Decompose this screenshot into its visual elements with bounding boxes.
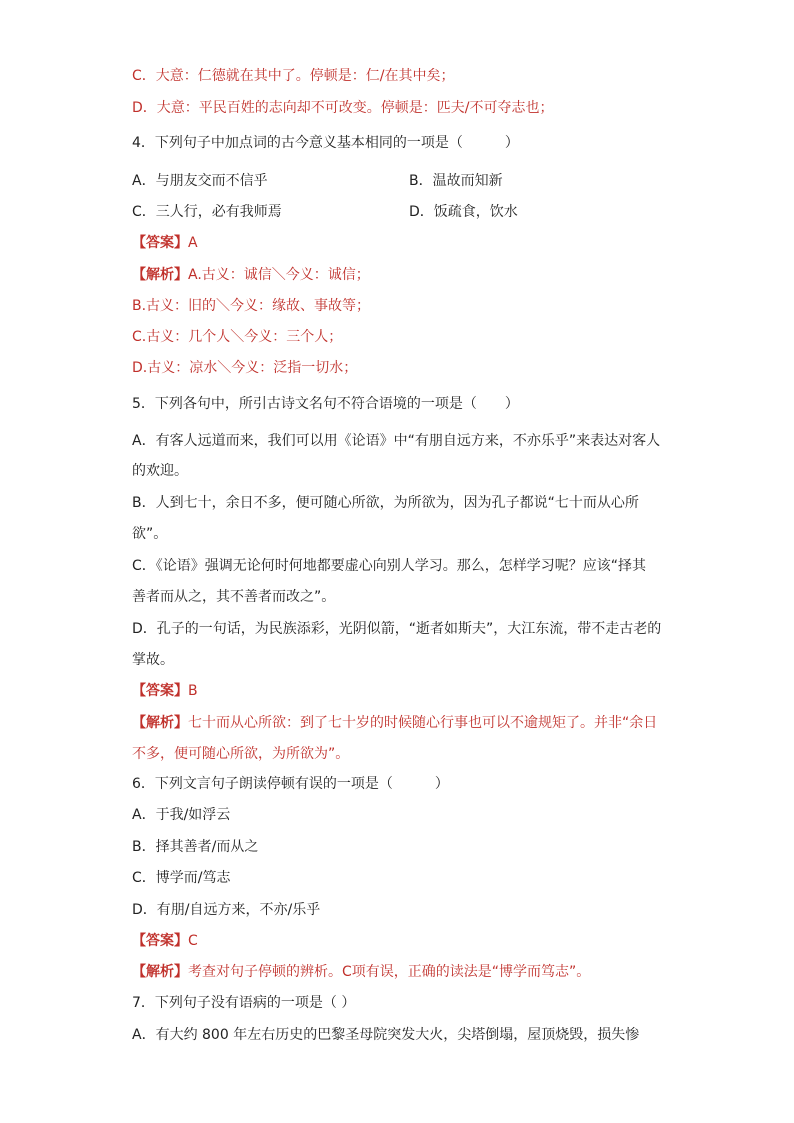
q5-option-b-line-2: 欲”。 [132,526,168,542]
q4-option-b: B．温故而知新 [409,173,503,189]
q4-stem: 4．下列句子中加点词的古今意义基本相同的一项是（ ） [132,135,519,151]
q4-analysis [132,266,370,284]
q3-option-c: C．大意：仁德就在其中了。停顿是：仁/在其中矣； [132,68,455,84]
analysis-label: 【解析】 [132,267,188,283]
answer-label: 【答案】 [132,933,188,949]
q5-option-d-line-2: 掌故。 [132,652,174,668]
q3-option-d: D．大意：平民百姓的志向却不可改变。停顿是：匹夫/不可夺志也； [132,100,554,116]
q6-option-a: A．于我/如浮云 [132,807,231,823]
answer-value: C [188,933,198,949]
q5-analysis [132,714,657,732]
q5-option-a-line-1: A．有客人远道而来，我们可以用《论语》中“有朋自远方来，不亦乐乎”来表达对客人 [132,433,661,449]
q5-option-a-line-2: 的欢迎。 [132,463,188,479]
analysis-text: 考查对句子停顿的辨析。C项有误，正确的读法是“博学而笃志”。 [188,964,591,980]
analysis-label: 【解析】 [132,715,188,731]
q4-analysis-line-3: C.古义：几个人＼今义：三个人； [132,329,343,345]
answer-label: 【答案】 [132,683,188,699]
q7-stem: 7．下列句子没有语病的一项是（ ） [132,995,356,1011]
q6-stem: 6．下列文言句子朗读停顿有误的一项是（ ） [132,776,449,792]
q5-option-c-line-2: 善者而从之，其不善者而改之”。 [132,589,336,605]
q4-analysis-line-4: D.古义：凉水＼今义：泛指一切水； [132,360,358,376]
q6-analysis [132,963,590,981]
q6-option-b: B．择其善者/而从之 [132,839,259,855]
q6-option-d: D．有朋/自远方来，不亦/乐乎 [132,902,321,918]
answer-value: B [188,683,198,699]
q5-analysis-line-2: 不多，便可随心所欲，为所欲为”。 [132,746,350,762]
q7-option-a-line-1: A．有大约 800 年左右历史的巴黎圣母院突发大火，尖塔倒塌，屋顶烧毁，损失惨 [132,1027,640,1043]
q5-option-c-line-1: C．《论语》强调无论何时何地都要虚心向别人学习。那么，怎样学习呢？应该“择其 [132,558,647,574]
q6-answer [132,932,198,950]
q4-option-c: C．三人行，必有我师焉 [132,204,282,220]
q5-option-d-line-1: D．孔子的一句话，为民族添彩，光阴似箭，“逝者如斯夫”，大江东流，带不走古老的 [132,621,662,637]
answer-label: 【答案】 [132,235,188,251]
q5-answer [132,682,198,700]
answer-value: A [188,235,198,251]
analysis-text: A.古义：诚信＼今义：诚信； [188,267,370,283]
q6-option-c: C．博学而/笃志 [132,870,231,886]
analysis-text: 七十而从心所欲：到了七十岁的时候随心行事也可以不逾规矩了。并非“余日 [188,715,658,731]
q5-stem: 5．下列各句中，所引古诗文名句不符合语境的一项是（ ） [132,396,519,412]
analysis-label: 【解析】 [132,964,188,980]
q4-option-a: A．与朋友交而不信乎 [132,173,268,189]
q4-option-d: D．饭疏食，饮水 [409,204,518,220]
q4-analysis-line-2: B.古义：旧的＼今义：缘故、事故等； [132,298,371,314]
q5-option-b-line-1: B．人到七十，余日不多，便可随心所欲，为所欲为，因为孔子都说“七十而从心所 [132,495,639,511]
q4-answer [132,234,198,252]
